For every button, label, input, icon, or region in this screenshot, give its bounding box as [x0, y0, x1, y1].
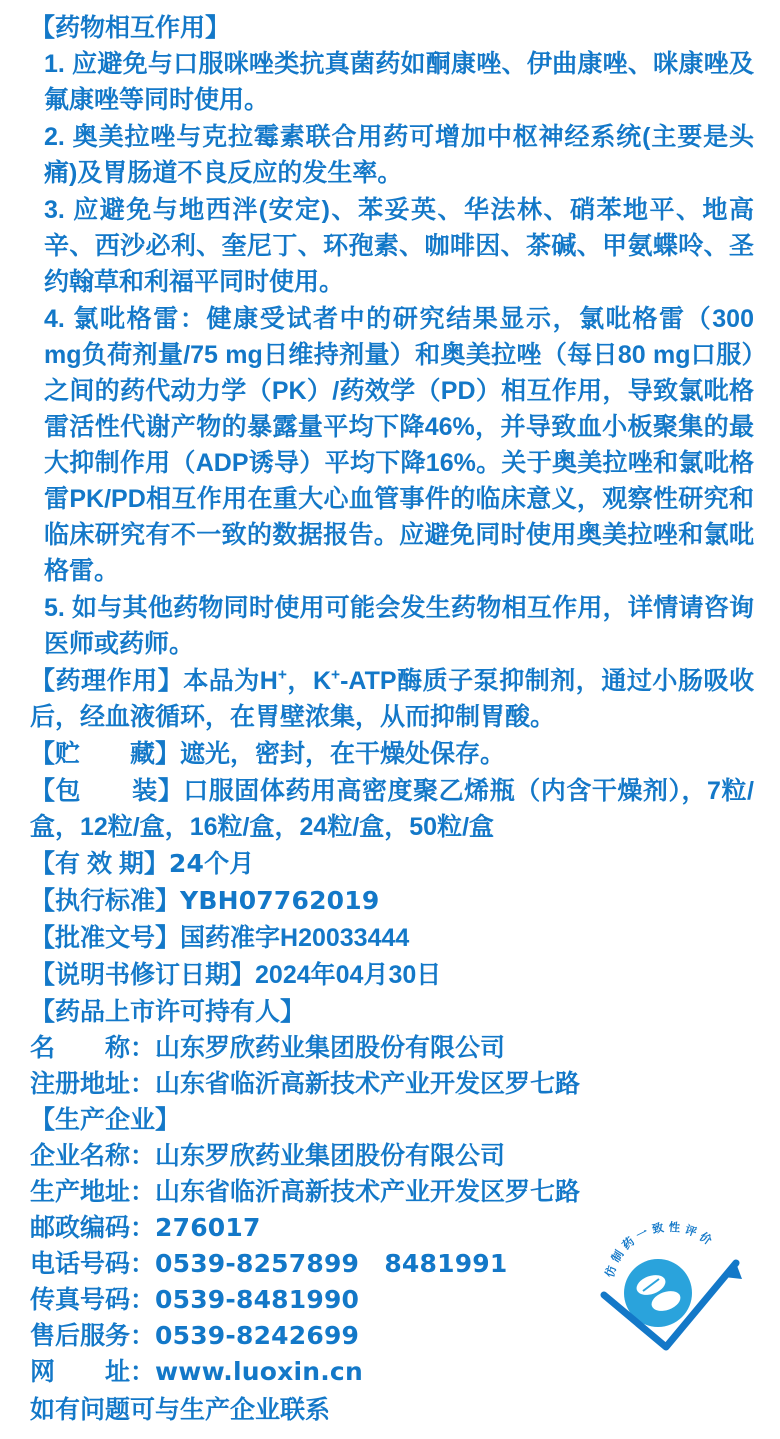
section-heading-mah: 【药品上市许可持有人】: [30, 998, 306, 1026]
phone-value: 0539-8257899 8481991: [155, 1249, 508, 1278]
storage-line: [30, 736, 754, 772]
shelf-life-section: [30, 846, 754, 882]
manufacturer-name-line: [30, 1138, 754, 1174]
package-text: 口服固体药用高密度聚乙烯瓶（内含干燥剂），7粒/盒，12粒/盒，16粒/盒，24粒/盒，50粒/盒: [30, 777, 754, 841]
pharmacology-label: 【药理作用】: [30, 667, 184, 695]
storage-section: [30, 736, 754, 772]
interaction-item-4: 4. 氯吡格雷：健康受试者中的研究结果显示，氯吡格雷（300 mg负荷剂量/75 mg日维持剂量）和奥美拉唑（每日80 mg口服）之间的药代动力学（PK）/药效学（PD）相互作用，导致氯吡格雷活性代谢产物的暴露量平均下降46%，并导致血小板聚集的最大抑制作用（ADP诱导）平均下降16%。关于奥美拉唑和氯吡格雷PK/PD相互作用在重大心血管事件的临床意义，观察性研究和临床研究有不一致的数据报告。应避免同时使用奥美拉唑和氯吡格雷。: [44, 305, 754, 585]
footer-note-section: [30, 1392, 754, 1428]
section-heading-interactions: 【药物相互作用】: [30, 14, 231, 42]
shelf-life-line: [30, 846, 754, 882]
approval-label: 【批准文号】: [30, 924, 181, 952]
section-heading-manufacturer: 【生产企业】: [30, 1106, 181, 1134]
approval-line: [30, 920, 754, 956]
mah-name-label: 名 称：: [30, 1034, 156, 1062]
pharmacology-sup-1: +: [277, 666, 287, 684]
mah-address-label: 注册地址：: [30, 1070, 156, 1098]
storage-label: 【贮 藏】: [30, 740, 181, 768]
package-line: [30, 773, 754, 845]
manufacturer-address-value: 山东省临沂高新技术产业开发区罗七路: [155, 1178, 581, 1206]
shelf-life-label: 【有 效 期】: [30, 850, 169, 878]
interaction-item-1: 1. 应避免与口服咪唑类抗真菌药如酮康唑、伊曲康唑、咪康唑及氟康唑等同时使用。: [44, 50, 754, 114]
website-label: 网 址：: [30, 1358, 156, 1386]
standard-text: YBH07762019: [180, 886, 380, 915]
fax-label: 传真号码：: [30, 1286, 156, 1314]
package-section: [30, 773, 754, 845]
shelf-life-text: 24个月: [168, 849, 255, 878]
mah-address-line: [30, 1066, 754, 1102]
revision-line: [30, 957, 754, 993]
pharmacology-line: [30, 663, 754, 735]
website-value[interactable]: www.luoxin.cn: [155, 1357, 363, 1386]
approval-section: [30, 920, 754, 956]
pharmacology-sup-2: +: [331, 666, 341, 684]
logo-ring-text: 仿 制 药 一 致 性 评 价: [604, 1221, 714, 1279]
website-line: [30, 1354, 754, 1390]
pharmacology-text-pre: 本品为H: [183, 667, 278, 695]
manufacturer-name-value: 山东罗欣药业集团股份有限公司: [155, 1142, 506, 1170]
interaction-item-2: 2. 奥美拉唑与克拉霉素联合用药可增加中枢神经系统(主要是头痛)及胃肠道不良反应的发生率。: [44, 123, 754, 187]
postcode-label: 邮政编码：: [30, 1214, 156, 1242]
mah-name-value: 山东罗欣药业集团股份有限公司: [155, 1034, 506, 1062]
manufacturer-name-label: 企业名称：: [30, 1142, 156, 1170]
drug-interactions-section: [30, 10, 754, 662]
revision-label: 【说明书修订日期】: [30, 961, 256, 989]
manufacturer-address-label: 生产地址：: [30, 1178, 156, 1206]
package-label: 【包 装】: [30, 777, 184, 805]
mah-address-value: 山东省临沂高新技术产业开发区罗七路: [155, 1070, 581, 1098]
generic-drug-consistency-evaluation-logo: [596, 1221, 744, 1353]
pharmacology-text-post: -ATP酶质子泵抑制剂，通过小肠吸收后，经血液循环，在胃壁浓集，从而抑制胃酸。: [30, 667, 754, 731]
pharmacology-text-mid: ，K: [286, 667, 332, 695]
aftersales-value: 0539-8242699: [155, 1321, 360, 1350]
storage-text: 遮光，密封，在干燥处保存。: [180, 740, 506, 768]
standard-section: [30, 883, 754, 919]
pharmacology-section: [30, 663, 754, 735]
standard-line: [30, 883, 754, 919]
aftersales-label: 售后服务：: [30, 1322, 156, 1350]
fax-value: 0539-8481990: [155, 1285, 360, 1314]
revision-text: 2024年04月30日: [255, 961, 442, 989]
approval-text: 国药准字H20033444: [180, 924, 410, 952]
mah-name-line: [30, 1030, 754, 1066]
revision-section: [30, 957, 754, 993]
interaction-item-5: 5. 如与其他药物同时使用可能会发生药物相互作用，详情请咨询医师或药师。: [44, 594, 754, 658]
interaction-item-3: 3. 应避免与地西泮(安定)、苯妥英、华法林、硝苯地平、地高辛、西沙必利、奎尼丁、环孢素、咖啡因、茶碱、甲氨蝶呤、圣约翰草和利福平同时使用。: [44, 196, 754, 296]
footer-note: 如有问题可与生产企业联系: [30, 1396, 331, 1424]
standard-label: 【执行标准】: [30, 887, 181, 915]
postcode-value: 276017: [155, 1213, 261, 1242]
manufacturer-address-line: [30, 1174, 754, 1210]
mah-section: [30, 994, 754, 1102]
phone-label: 电话号码：: [30, 1250, 156, 1278]
